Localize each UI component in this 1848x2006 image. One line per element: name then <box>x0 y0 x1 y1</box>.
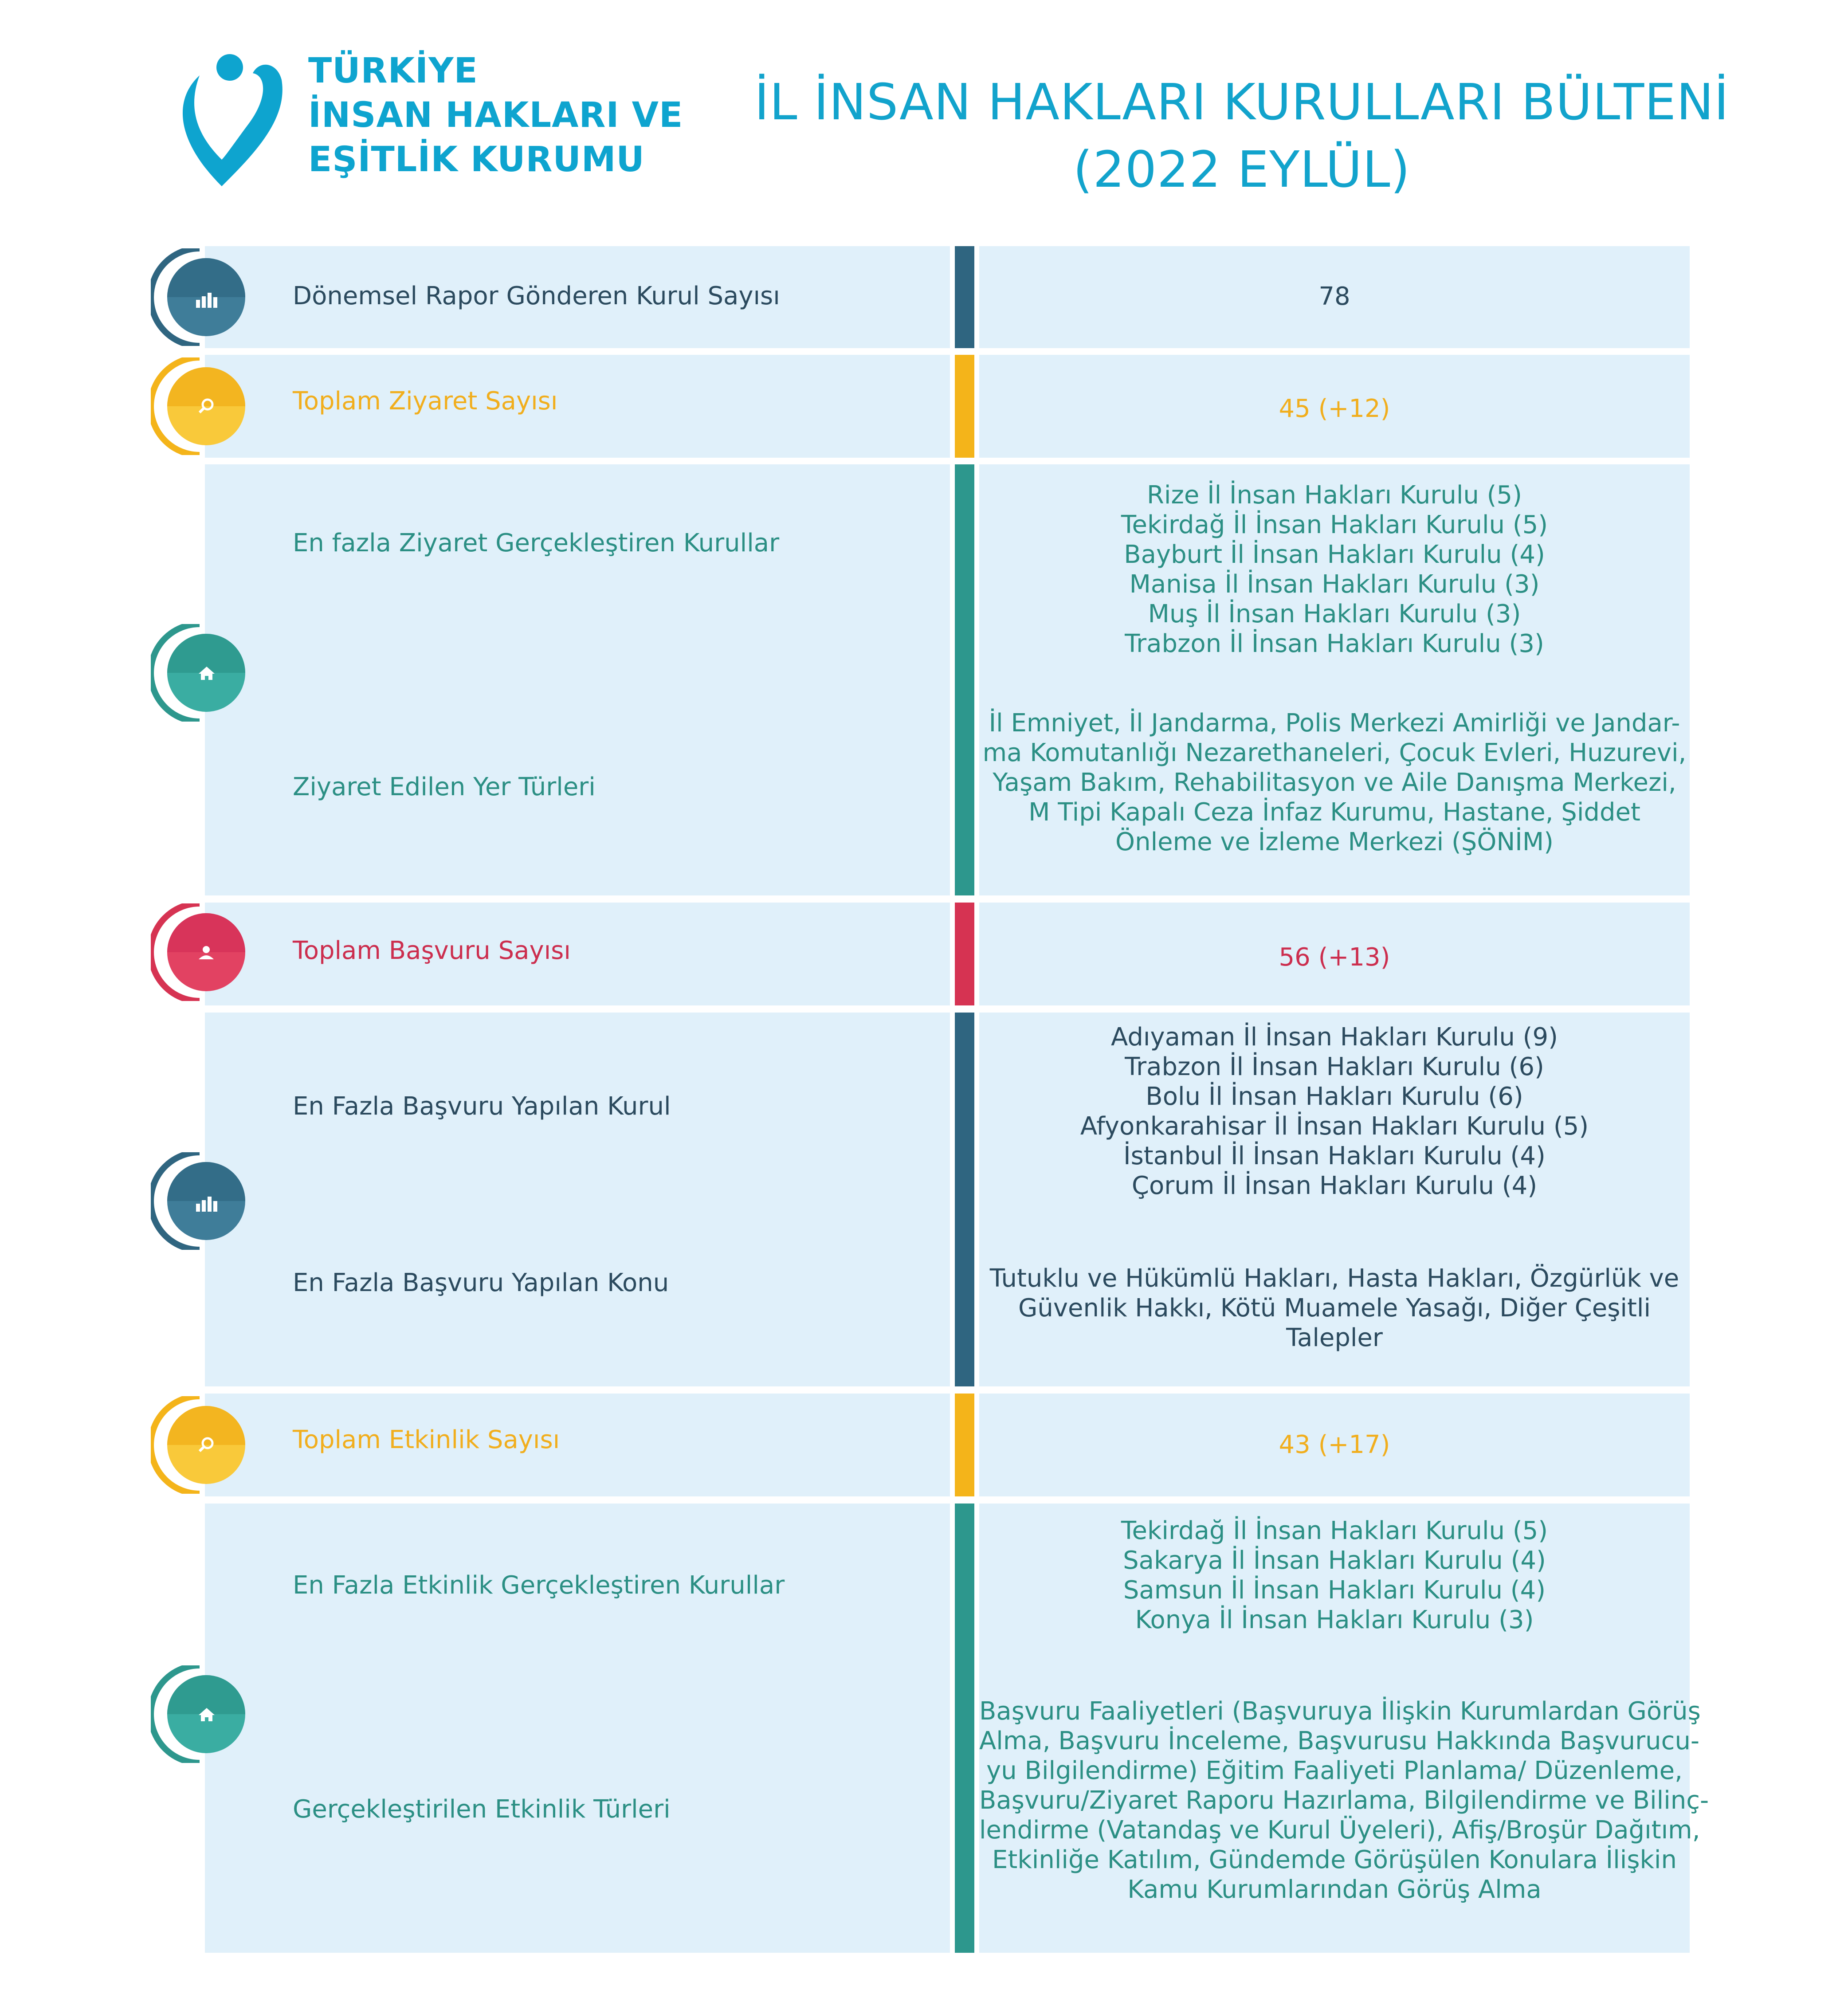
list-item: Tekirdağ İl İnsan Hakları Kurulu (5) <box>1121 1516 1548 1545</box>
value-list-top <box>979 1022 1690 1201</box>
divider-bar <box>955 903 974 1005</box>
value-text-bottom <box>979 1264 1690 1353</box>
row-visits-detail <box>0 464 1848 895</box>
row-label-top: En Fazla Başvuru Yapılan Kurul <box>293 1092 671 1121</box>
list-item: Bolu İl İnsan Hakları Kurulu (6) <box>1146 1082 1523 1111</box>
logo-line-3: EŞİTLİK KURUMU <box>308 140 645 180</box>
divider-bar <box>955 246 974 348</box>
text-line: lendirme (Vatandaş ve Kurul Üyeleri), Afiş/Broşür Dağıtım, <box>979 1816 1700 1845</box>
logo-wordmark <box>308 49 683 182</box>
list-item: Tekirdağ İl İnsan Hakları Kurulu (5) <box>1121 510 1548 539</box>
row-label-bottom: Gerçekleştirilen Etkinlik Türleri <box>293 1795 671 1824</box>
search-icon <box>151 1396 248 1494</box>
logo-line-1: TÜRKİYE <box>308 51 478 91</box>
value-text-bottom <box>979 708 1690 857</box>
text-line: M Tipi Kapalı Ceza İnfaz Kurumu, Hastane, Şiddet <box>1028 798 1640 827</box>
text-line: Önleme ve İzleme Merkezi (ŞÖNİM) <box>1115 828 1554 856</box>
row-value <box>979 942 1690 972</box>
home-icon <box>151 624 248 722</box>
list-item: Konya İl İnsan Hakları Kurulu (3) <box>1135 1606 1534 1634</box>
row-events-detail <box>0 1504 1848 1953</box>
page-title-line-1: İL İNSAN HAKLARI KURULLARI BÜLTENİ <box>754 74 1729 131</box>
search-icon <box>151 357 248 455</box>
label-panel <box>205 1013 950 1386</box>
text-line: Tutuklu ve Hükümlü Hakları, Hasta Hakları, Özgürlük ve <box>989 1264 1679 1293</box>
divider-bar <box>955 1394 974 1496</box>
divider-bar <box>955 355 974 458</box>
divider-bar <box>955 1013 974 1386</box>
list-item: Trabzon İl İnsan Hakları Kurulu (3) <box>1125 629 1544 658</box>
list-item: Bayburt İl İnsan Hakları Kurulu (4) <box>1124 540 1545 569</box>
row-label-bottom: En Fazla Başvuru Yapılan Konu <box>293 1268 669 1297</box>
list-item: Sakarya İl İnsan Hakları Kurulu (4) <box>1123 1546 1546 1575</box>
heart-logo-icon <box>169 49 302 195</box>
row-periodic-report <box>0 246 1848 348</box>
row-label-top: En Fazla Etkinlik Gerçekleştiren Kurullar <box>293 1571 785 1600</box>
text-line: yu Bilgilendirme) Eğitim Faaliyeti Planlama/ Düzenleme, <box>986 1756 1683 1785</box>
row-total-events <box>0 1394 1848 1496</box>
row-value <box>979 1430 1690 1460</box>
text-line: Güvenlik Hakkı, Kötü Muamele Yasağı, Diğer Çeşitli <box>1018 1294 1651 1323</box>
value-list-top <box>979 1516 1690 1635</box>
bar-chart-icon <box>151 248 248 346</box>
text-line: ma Komutanlığı Nezarethaneleri, Çocuk Evleri, Huzurevi, <box>982 738 1687 767</box>
home-icon <box>151 1665 248 1763</box>
list-item: Rize İl İnsan Hakları Kurulu (5) <box>1146 481 1522 510</box>
value-text-bottom <box>979 1696 1709 1904</box>
row-label: Toplam Etkinlik Sayısı <box>293 1425 560 1454</box>
value-text: 45 (+12) <box>1279 394 1390 423</box>
list-item: Çorum İl İnsan Hakları Kurulu (4) <box>1131 1171 1538 1200</box>
list-item: Afyonkarahisar İl İnsan Hakları Kurulu (5) <box>1080 1112 1589 1141</box>
page-title-line-2: (2022 EYLÜL) <box>1073 141 1411 199</box>
text-line: Etkinliğe Katılım, Gündemde Görüşülen Konulara İlişkin <box>992 1845 1677 1874</box>
text-line: Yaşam Bakım, Rehabilitasyon ve Aile Danışma Merkezi, <box>993 768 1676 797</box>
list-item: Trabzon İl İnsan Hakları Kurulu (6) <box>1125 1052 1544 1081</box>
row-label: Toplam Ziyaret Sayısı <box>293 387 558 416</box>
row-value <box>979 282 1690 311</box>
user-icon <box>151 903 248 1001</box>
list-item: İstanbul İl İnsan Hakları Kurulu (4) <box>1123 1142 1546 1170</box>
text-line: Alma, Başvuru İnceleme, Başvurusu Hakkında Başvurucu- <box>979 1727 1700 1755</box>
list-item: Adıyaman İl İnsan Hakları Kurulu (9) <box>1111 1023 1558 1052</box>
list-item: Manisa İl İnsan Hakları Kurulu (3) <box>1129 570 1540 599</box>
bar-chart-icon <box>151 1152 248 1250</box>
row-label: Toplam Başvuru Sayısı <box>293 936 571 965</box>
value-list-top <box>979 480 1690 659</box>
text-line: Başvuru/Ziyaret Raporu Hazırlama, Bilgilendirme ve Bilinç- <box>979 1786 1709 1815</box>
value-text: 56 (+13) <box>1279 943 1390 972</box>
text-line: Talepler <box>1286 1323 1383 1352</box>
text-line: İl Emniyet, İl Jandarma, Polis Merkezi Amirliği ve Jandar- <box>989 709 1680 738</box>
row-total-visits <box>0 355 1848 458</box>
text-line: Kamu Kurumlarından Görüş Alma <box>1127 1875 1542 1904</box>
row-total-applications <box>0 903 1848 1005</box>
text-line: Başvuru Faaliyetleri (Başvuruya İlişkin Kurumlardan Görüş <box>979 1697 1701 1726</box>
row-value <box>979 394 1690 424</box>
list-item: Muş İl İnsan Hakları Kurulu (3) <box>1148 600 1521 628</box>
value-text: 43 (+17) <box>1279 1430 1390 1459</box>
divider-bar <box>955 1504 974 1953</box>
list-item: Samsun İl İnsan Hakları Kurulu (4) <box>1123 1576 1546 1605</box>
divider-bar <box>955 464 974 895</box>
row-label-top: En fazla Ziyaret Gerçekleştiren Kurullar <box>293 529 780 557</box>
value-text: 78 <box>1318 282 1350 311</box>
row-label: Dönemsel Rapor Gönderen Kurul Sayısı <box>293 282 780 310</box>
row-label-bottom: Ziyaret Edilen Yer Türleri <box>293 773 596 801</box>
page-title <box>754 69 1730 204</box>
row-applications-detail <box>0 1013 1848 1386</box>
logo <box>169 49 736 204</box>
logo-line-2: İNSAN HAKLARI VE <box>308 95 683 135</box>
